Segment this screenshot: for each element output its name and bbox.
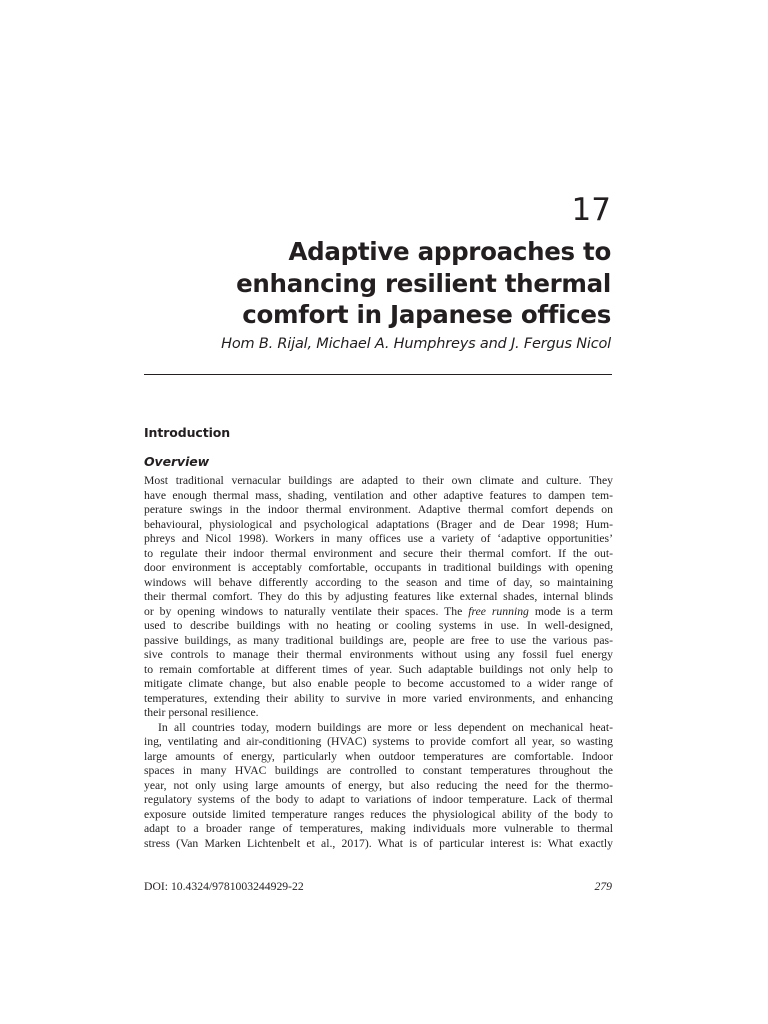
text-line: door environment is acceptably comfortable, occupants in traditional buildings with opening xyxy=(144,561,613,574)
chapter-authors: Hom B. Rijal, Michael A. Humphreys and J. Fergus Nicol xyxy=(221,336,611,352)
section-heading: Introduction xyxy=(144,425,231,440)
text-line: large amounts of energy, particularly when outdoor temperatures are comfortable. Indoor xyxy=(144,749,613,763)
chapter-title xyxy=(141,236,611,331)
text-line: year, not only using large amounts of energy, but also reducing the need for the thermo- xyxy=(144,778,613,792)
title-divider xyxy=(144,374,612,375)
chapter-title-line: enhancing resilient thermal xyxy=(236,268,611,298)
paragraph xyxy=(144,474,613,721)
text-line: windows will behave differently according to the season and time of day, so maintaining xyxy=(144,575,613,589)
text-line: perature swings in the indoor thermal environment. Adaptive thermal comfort depends on xyxy=(144,503,613,516)
text-line: their thermal comfort. They do this by adjusting features like external shades, internal blinds xyxy=(144,590,613,603)
text-line: temperatures, extending their ability to survive in more varied environments, and enhancing xyxy=(144,691,613,705)
text-line: sive controls to manage their thermal environments without using any fossil fuel energy xyxy=(144,648,613,661)
text-line: phreys and Nicol 1998). Workers in many offices use a variety of ‘adaptive opportunities’ xyxy=(144,532,613,545)
text-line: adapt to a broader range of temperatures, making individuals more vulnerable to thermal xyxy=(144,822,613,835)
page-number: 279 xyxy=(594,880,612,893)
text-line: to regulate their indoor thermal environment and secure their thermal comfort. If the out- xyxy=(144,546,613,560)
doi-reference: DOI: 10.4324/9781003244929-22 xyxy=(144,880,304,893)
body-text xyxy=(144,474,613,851)
paragraph xyxy=(144,721,613,852)
text-line: Most traditional vernacular buildings are adapted to their own climate and culture. They xyxy=(144,474,613,487)
chapter-title-line: Adaptive approaches to xyxy=(288,237,611,266)
text-line: to remain comfortable at different times of year. Such adaptable buildings not only help to xyxy=(144,662,613,676)
text-line: their personal resilience. xyxy=(144,706,259,719)
chapter-title-line: comfort in Japanese offices xyxy=(242,300,611,329)
text-line: spaces in many HVAC buildings are controlled to constant temperatures throughout the xyxy=(144,764,613,777)
text-line: stress (Van Marken Lichtenbelt et al., 2017). What is of particular interest is: What exactly xyxy=(144,836,613,850)
italic-term: free running xyxy=(468,604,529,618)
text-line: have enough thermal mass, shading, ventilation and other adaptive features to dampen tem- xyxy=(144,488,613,502)
text-line: regulatory systems of the body to adapt to variations of indoor temperature. Lack of thermal xyxy=(144,793,613,806)
text-line xyxy=(144,605,613,620)
text-line: behavioural, physiological and psychological adaptations (Brager and de Dear 1998; Hum- xyxy=(144,517,613,531)
text-line: mitigate climate change, but also enable people to become accustomed to a wider range of xyxy=(144,677,613,690)
text-line: passive buildings, as many traditional buildings are, people are free to use the various pas- xyxy=(144,633,613,647)
text-line: exposure outside limited temperature ranges reduces the physiological ability of the body to xyxy=(144,807,613,821)
chapter-number: 17 xyxy=(571,192,611,228)
text-line: used to describe buildings with no heating or cooling systems in use. In well-designed, xyxy=(144,619,613,632)
text-fragment: or by opening windows to naturally ventilate their spaces. The xyxy=(144,604,469,618)
text-line: ing, ventilating and air-conditioning (HVAC) systems to provide comfort all year, so wasting xyxy=(144,735,613,748)
text-line: In all countries today, modern buildings are more or less dependent on mechanical heat- xyxy=(158,720,613,734)
subsection-heading: Overview xyxy=(144,454,210,469)
text-fragment: mode is a term xyxy=(528,604,613,618)
